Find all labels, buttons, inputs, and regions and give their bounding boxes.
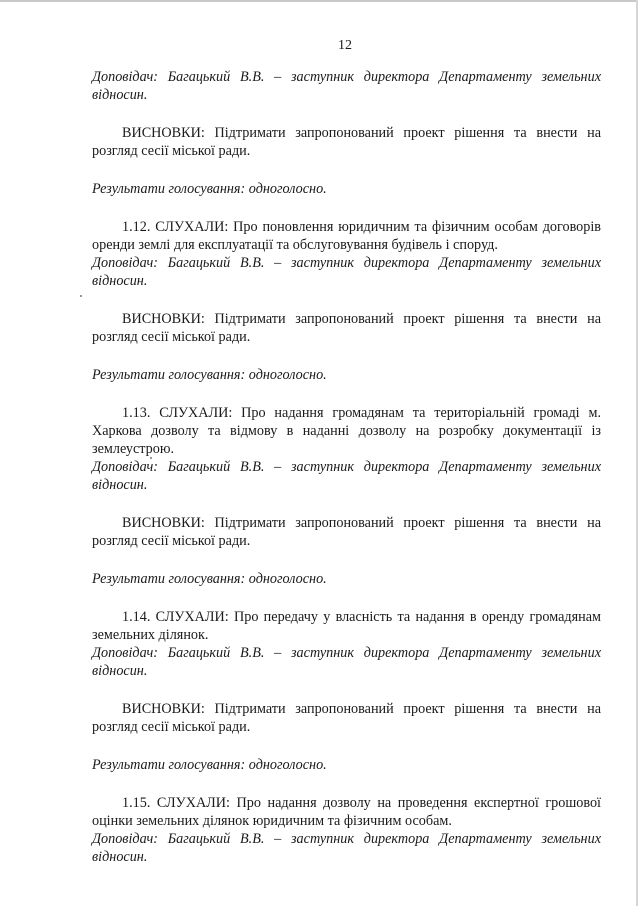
conclusion-paragraph: ВИСНОВКИ: Підтримати запропонований проект рішення та внести на розгляд сесії міської ради. [92, 701, 601, 735]
conclusion-paragraph: ВИСНОВКИ: Підтримати запропонований проект рішення та внести на розгляд сесії міської ради. [92, 125, 601, 159]
heard-paragraph: 1.14. СЛУХАЛИ: Про передачу у власність та надання в оренду громадянам земельних ділянок. [92, 609, 601, 643]
vote-result: Результати голосування: одноголосно. [92, 367, 327, 383]
reporter-line: Доповідач: Багацький В.В. – заступник директора Департаменту земельних відносин. [92, 831, 601, 865]
vote-result: Результати голосування: одноголосно. [92, 757, 327, 773]
heard-paragraph: 1.15. СЛУХАЛИ: Про надання дозволу на проведення експертної грошової оцінки земельних ділянок юридичним та фізичним особам. [92, 795, 601, 829]
scan-speck [80, 295, 82, 297]
vote-result: Результати голосування: одноголосно. [92, 181, 327, 197]
reporter-line: Доповідач: Багацький В.В. – заступник директора Департаменту земельних відносин. [92, 459, 601, 493]
minutes-content [92, 68, 601, 866]
heard-paragraph: 1.13. СЛУХАЛИ: Про надання громадянам та територіальній громаді м. Харкова дозволу та відмову в наданні дозволу на розробку документації із землеустрою. [92, 405, 601, 457]
conclusion-paragraph: ВИСНОВКИ: Підтримати запропонований проект рішення та внести на розгляд сесії міської ради. [92, 515, 601, 549]
scan-edge-top [0, 0, 638, 2]
reporter-line: Доповідач: Багацький В.В. – заступник директора Департаменту земельних відносин. [92, 69, 601, 103]
conclusion-paragraph: ВИСНОВКИ: Підтримати запропонований проект рішення та внести на розгляд сесії міської ради. [92, 311, 601, 345]
page-number: 12 [338, 38, 352, 53]
heard-paragraph: 1.12. СЛУХАЛИ: Про поновлення юридичним та фізичним особам договорів оренди землі для експлуатації та обслуговування будівель і споруд. [92, 219, 601, 253]
reporter-line: Доповідач: Багацький В.В. – заступник директора Департаменту земельних відносин. [92, 255, 601, 289]
vote-result: Результати голосування: одноголосно. [92, 571, 327, 587]
reporter-line: Доповідач: Багацький В.В. – заступник директора Департаменту земельних відносин. [92, 645, 601, 679]
